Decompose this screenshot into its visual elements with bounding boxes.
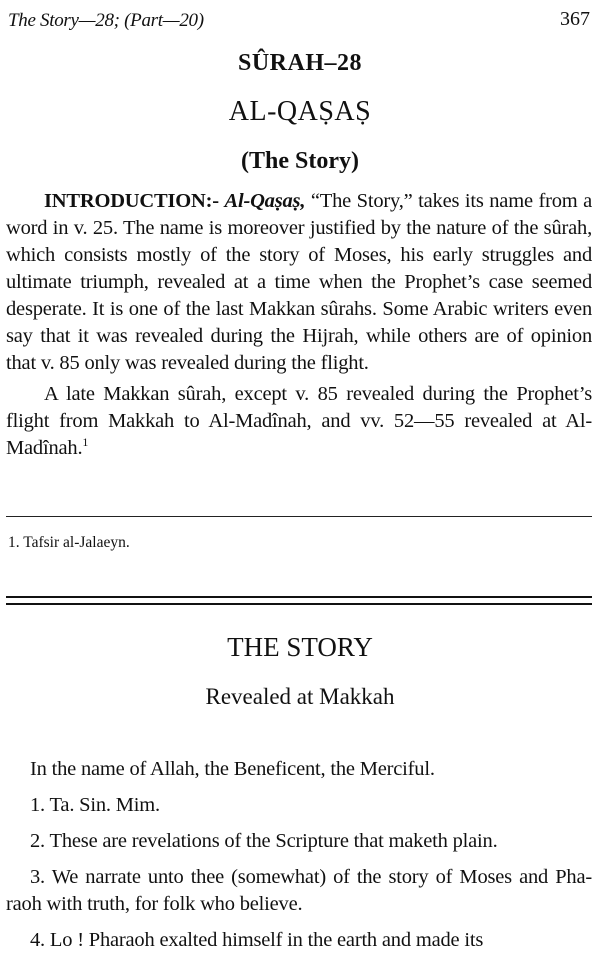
intro-lead-name: Al-Qaṣaṣ, bbox=[224, 190, 306, 212]
verse-1: 1. Ta. Sin. Mim. bbox=[30, 794, 160, 816]
intro-paragraph-2 bbox=[6, 381, 592, 462]
intro-paragraph-1-text: “The Story,” takes its name from a word in v. 25. The name is moreover justified by the nature of the sûrah, which consists mostly of the story of Moses, his early struggles and ultimate triumph, revealed at a time when the Prophet’s case seemed desperate. It is one of the last Makkan sûrahs. Some Arabic writers even say that it was revealed during the Hijrah, while others are of opinion that v. 85 only was revealed during the flight. bbox=[6, 190, 592, 374]
page-number: 367 bbox=[560, 8, 590, 30]
introduction-section bbox=[6, 188, 592, 462]
verse-3: 3. We narrate unto thee (somewhat) of the story of Moses and Pha-raoh with truth, for folk who believe. bbox=[6, 866, 592, 915]
verses-section bbox=[6, 756, 592, 963]
footnote: 1. Tafsir al-Jalaeyn. bbox=[8, 534, 130, 551]
surah-name-heading: AL-QAṢAṢ bbox=[228, 96, 372, 127]
story-title: THE STORY bbox=[227, 632, 373, 662]
intro-paragraph-1 bbox=[6, 188, 592, 377]
running-header bbox=[8, 4, 590, 34]
footnote-marker[interactable]: 1 bbox=[82, 435, 89, 450]
surah-number-heading: SÛRAH–28 bbox=[237, 50, 362, 76]
intro-paragraph-2-text: A late Makkan sûrah, except v. 85 revealed during the Prophet’s flight from Makkah to Al-Madînah, and vv. 52—55 revealed at Al-Madînah. bbox=[6, 383, 592, 459]
verse-2: 2. These are revelations of the Scripture that maketh plain. bbox=[30, 830, 498, 852]
story-revelation-place: Revealed at Makkah bbox=[205, 684, 395, 709]
running-title: The Story—28; (Part—20) bbox=[8, 10, 204, 31]
section-double-rule bbox=[6, 596, 592, 605]
verse-4: 4. Lo ! Pharaoh exalted himself in the earth and made its bbox=[30, 929, 484, 951]
intro-lead: INTRODUCTION:- bbox=[44, 190, 219, 212]
surah-subtitle: (The Story) bbox=[241, 148, 359, 174]
footnote-divider bbox=[6, 516, 592, 517]
invocation: In the name of Allah, the Beneficent, the Merciful. bbox=[30, 758, 435, 780]
